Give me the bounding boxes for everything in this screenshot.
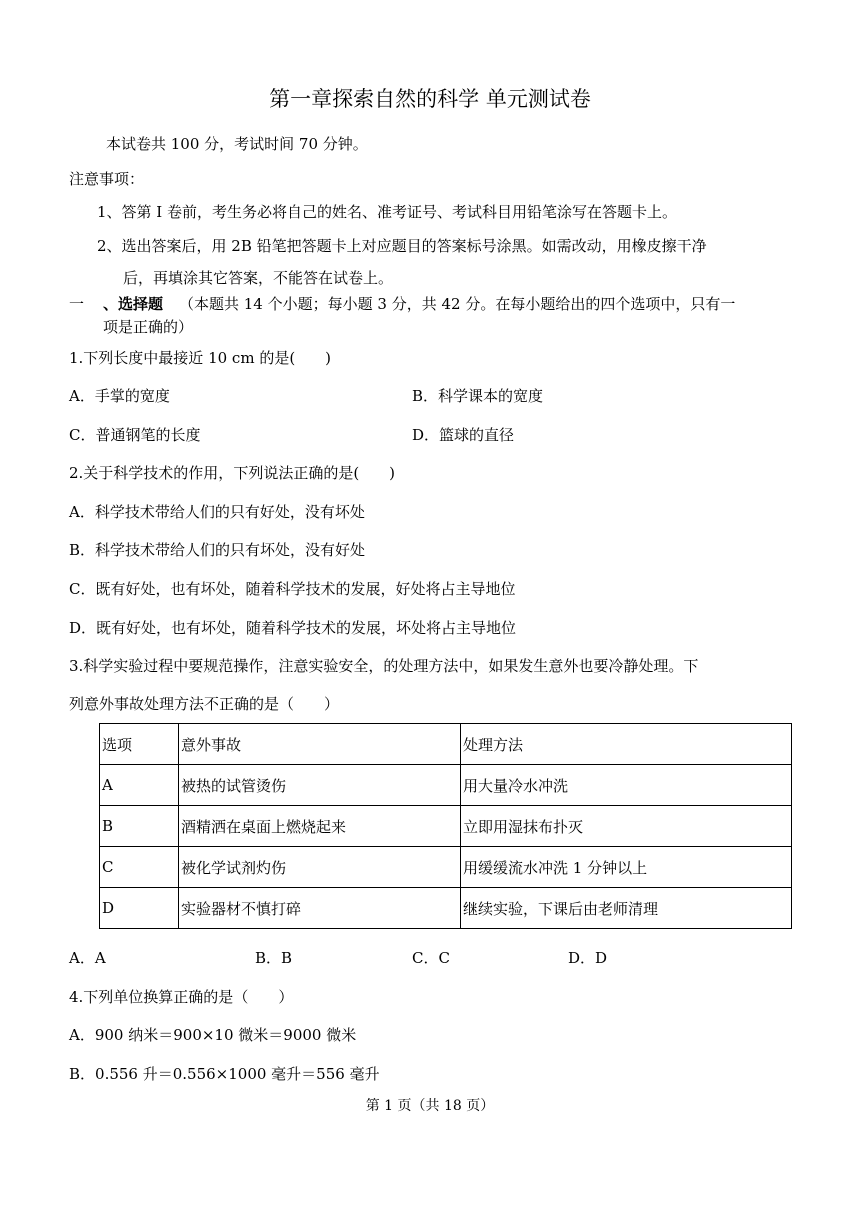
question-3-stem-continued: 列意外事故处理方法不正确的是（ ） <box>69 695 340 713</box>
table-cell: 被化学试剂灼伤 <box>179 847 461 888</box>
table-header-cell: 处理方法 <box>461 724 792 765</box>
section-number: 一 <box>69 295 85 313</box>
question-2-option-a: A．科学技术带给人们的只有好处，没有坏处 <box>69 503 365 521</box>
table-row <box>100 847 792 888</box>
question-3-option-a: A．A <box>69 949 106 967</box>
question-2-option-b: B．科学技术带给人们的只有坏处，没有好处 <box>69 541 366 559</box>
question-4-stem: 4.下列单位换算正确的是（ ） <box>69 988 294 1006</box>
question-4-option-a: A．900 纳米＝900×10 微米＝9000 微米 <box>69 1026 357 1044</box>
table-cell: D <box>100 888 179 929</box>
question-2-option-c: C．既有好处，也有坏处，随着科学技术的发展，好处将占主导地位 <box>69 580 516 598</box>
notes-heading: 注意事项： <box>69 170 145 188</box>
table-cell: 继续实验，下课后由老师清理 <box>461 888 792 929</box>
question-3-option-c: C．C <box>412 949 450 967</box>
accident-handling-table <box>99 723 792 929</box>
table-cell: 被热的试管烫伤 <box>179 765 461 806</box>
question-3-stem: 3.科学实验过程中要规范操作，注意实验安全，的处理方法中，如果发生意外也要冷静处理。下 <box>69 657 699 675</box>
question-3-option-b: B．B <box>255 949 293 967</box>
table-cell: 用大量冷水冲洗 <box>461 765 792 806</box>
question-1-option-a: A．手掌的宽度 <box>69 387 170 405</box>
table-header-cell: 选项 <box>100 724 179 765</box>
question-2-stem: 2.关于科学技术的作用，下列说法正确的是( ) <box>69 464 396 482</box>
page-footer: 第 1 页（共 18 页） <box>365 1098 495 1114</box>
section-name: 、选择题 <box>103 295 164 313</box>
table-cell: 用缓缓流水冲洗 1 分钟以上 <box>461 847 792 888</box>
section-description-continued: 项是正确的） <box>103 318 194 336</box>
table-header-cell: 意外事故 <box>179 724 461 765</box>
table-row <box>100 806 792 847</box>
table-row <box>100 765 792 806</box>
question-1-option-c: C．普通钢笔的长度 <box>69 426 201 444</box>
note-item: 2、选出答案后，用 2B 铅笔把答题卡上对应题目的答案标号涂黑。如需改动，用橡皮擦干净 <box>97 237 707 255</box>
question-1-option-d: D．篮球的直径 <box>412 426 515 444</box>
page-title: 第一章探索自然的科学 单元测试卷 <box>269 87 591 111</box>
table-cell: 实验器材不慎打碎 <box>179 888 461 929</box>
table-cell: 酒精洒在桌面上燃烧起来 <box>179 806 461 847</box>
table-cell: 立即用湿抹布扑灭 <box>461 806 792 847</box>
section-description: （本题共 14 个小题；每小题 3 分，共 42 分。在每小题给出的四个选项中，只有一 <box>179 295 736 313</box>
note-item-continued: 后，再填涂其它答案，不能答在试卷上。 <box>123 269 394 287</box>
table-row <box>100 888 792 929</box>
table-cell: A <box>100 765 179 806</box>
question-3-option-d: D．D <box>568 949 608 967</box>
note-item: 1、答第 I 卷前，考生务必将自己的姓名、准考证号、考试科目用铅笔涂写在答题卡上。 <box>97 203 678 221</box>
question-1-option-b: B．科学课本的宽度 <box>412 387 544 405</box>
question-1-stem: 1.下列长度中最接近 10 cm 的是( ) <box>69 349 332 367</box>
intro-text: 本试卷共 100 分，考试时间 70 分钟。 <box>106 135 368 153</box>
question-2-option-d: D．既有好处，也有坏处，随着科学技术的发展，坏处将占主导地位 <box>69 619 517 637</box>
question-4-option-b: B．0.556 升＝0.556×1000 毫升＝556 毫升 <box>69 1065 380 1083</box>
table-header-row <box>100 724 792 765</box>
table-cell: C <box>100 847 179 888</box>
table-cell: B <box>100 806 179 847</box>
